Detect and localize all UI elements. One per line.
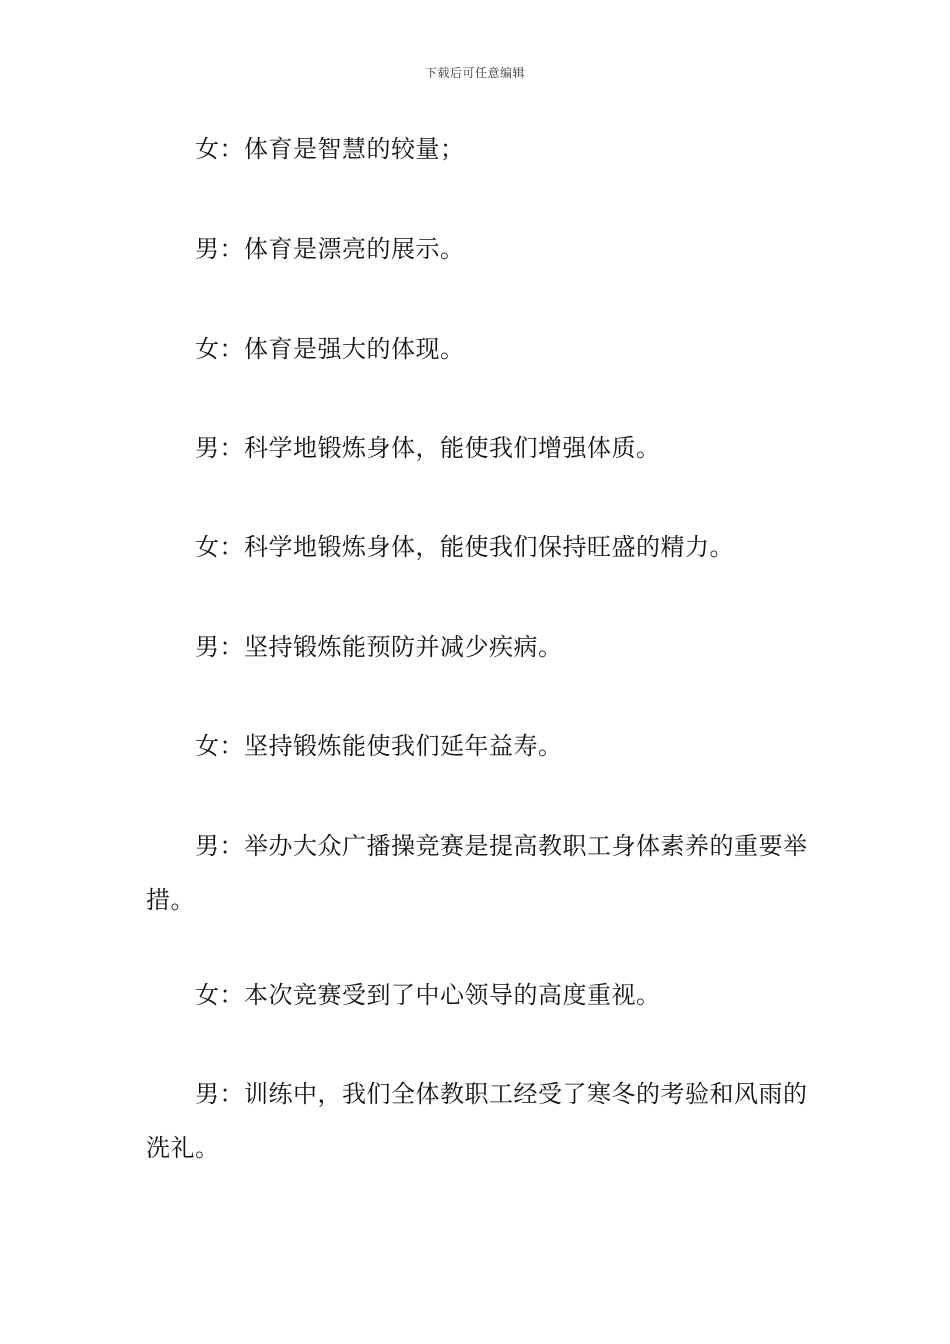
- dialogue-line: 女：体育是强大的体现。: [195, 335, 465, 363]
- dialogue-line: 女：本次竞赛受到了中心领导的高度重视。: [195, 981, 661, 1009]
- dialogue-line: 女：体育是智慧的较量；: [195, 135, 465, 163]
- page-header-note: 下载后可任意编辑: [424, 66, 525, 80]
- dialogue-line: 男：举办大众广播操竞赛是提高教职工身体素养的重要举措。: [146, 832, 808, 914]
- dialogue-line: 男：训练中，我们全体教职工经受了寒冬的考验和风雨的洗礼。: [146, 1080, 808, 1162]
- dialogue-line: 女：坚持锻炼能使我们延年益寿。: [195, 732, 563, 760]
- dialogue-line: 女：科学地锻炼身体，能使我们保持旺盛的精力。: [195, 533, 734, 561]
- dialogue-line: 男：坚持锻炼能预防并减少疾病。: [195, 633, 563, 661]
- dialogue-line: 男：体育是漂亮的展示。: [195, 235, 465, 263]
- dialogue-line: 男：科学地锻炼身体，能使我们增强体质。: [195, 434, 661, 462]
